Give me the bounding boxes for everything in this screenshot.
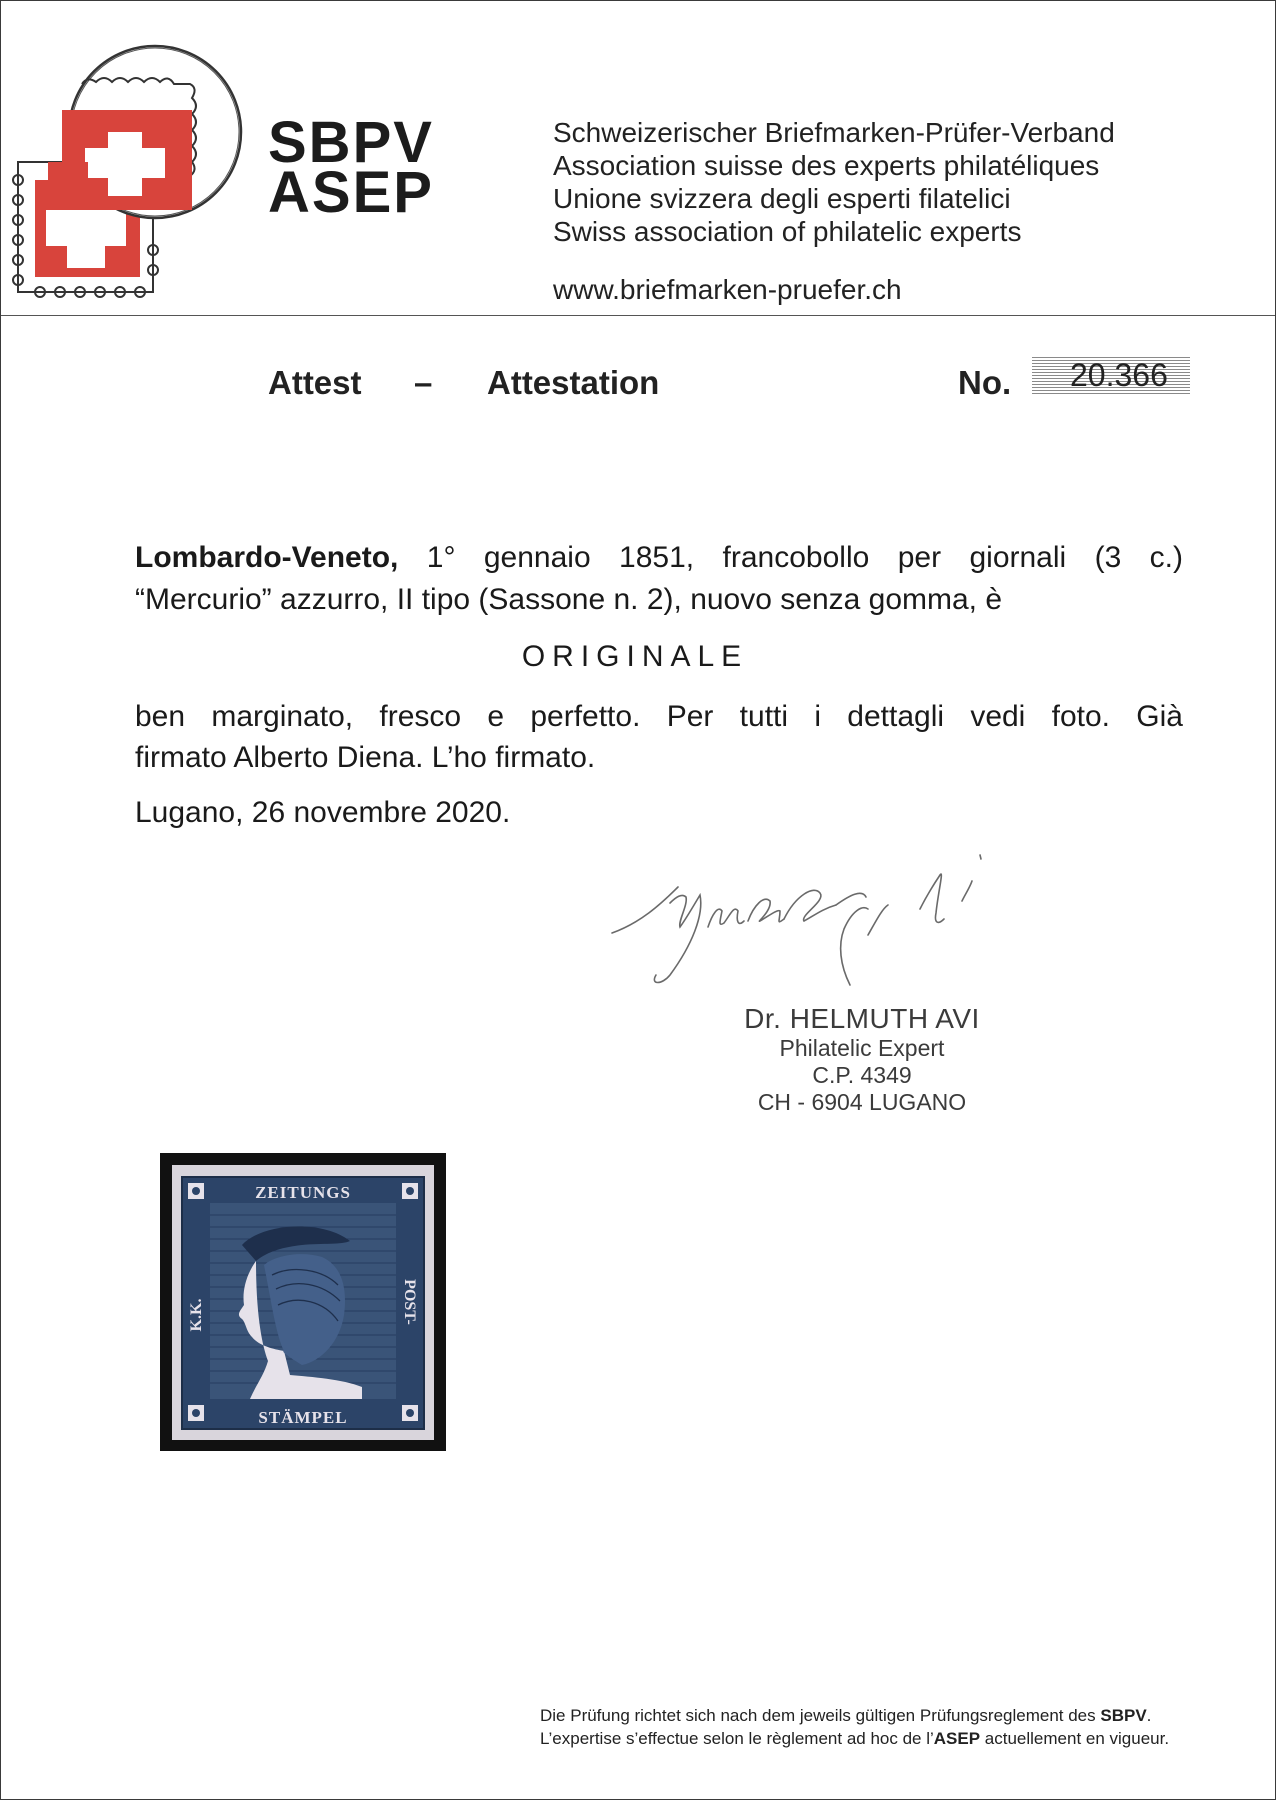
association-names — [553, 116, 1115, 248]
footer-line-1 — [540, 1704, 1169, 1727]
footer-line-1-text: Die Prüfung richtet sich nach dem jeweils gültigen Prüfungsreglement des — [540, 1706, 1101, 1725]
swiss-cross-stamp-icon — [10, 40, 260, 305]
footer-line-2-text: L’expertise s’effectue selon le règlement ad hoc de l’ — [540, 1729, 934, 1748]
association-name-en: Swiss association of philatelic experts — [553, 216, 1022, 247]
title-dash: – — [414, 364, 433, 401]
stamp-text-bottom: STÄMPEL — [258, 1408, 348, 1427]
country-name: Lombardo-Veneto, — [135, 541, 399, 574]
description-line-2: “Mercurio” azzurro, II tipo (Sassone n. 2), nuovo senza gomma, è — [135, 583, 1003, 616]
verdict: ORIGINALE — [521, 640, 749, 673]
description-line-3: ben marginato, fresco e perfetto. Per tutti i dettagli vedi foto. Già — [135, 700, 1183, 733]
stamp-text-left: K.K. — [188, 1298, 205, 1332]
website-link[interactable]: www.briefmarken-pruefer.ch — [553, 274, 902, 305]
stamp-text-top: ZEITUNGS — [255, 1183, 351, 1202]
description-line-4: firmato Alberto Diena. L’ho firmato. — [135, 741, 596, 774]
footer-asep: ASEP — [933, 1729, 981, 1748]
association-name-de: Schweizerischer Briefmarken-Prüfer-Verband — [553, 117, 1115, 148]
place-date: Lugano, 26 novembre 2020. — [135, 796, 511, 829]
description-line-1 — [135, 541, 1183, 575]
brand-logo-text — [268, 110, 434, 225]
title-attestation: Attestation — [487, 364, 660, 401]
description-line-1-rest: 1° gennaio 1851, francobollo per giornali (3 c.) — [426, 541, 1184, 574]
title-attest: Attest — [268, 364, 362, 401]
brand-sbpv: SBPV — [268, 110, 434, 175]
footer-sbpv: SBPV — [1100, 1706, 1147, 1725]
footer-line-1-end: . — [1146, 1706, 1152, 1725]
footer-line-2 — [540, 1727, 1169, 1750]
mercury-stamp-icon — [172, 1165, 434, 1440]
association-name-fr: Association suisse des experts philatéliques — [553, 150, 1100, 181]
expert-name: Dr. HELMUTH AVI — [744, 1003, 980, 1034]
expert-city: CH - 6904 LUGANO — [757, 1089, 967, 1115]
expert-po-box: C.P. 4349 — [812, 1062, 912, 1088]
stamp-photo — [160, 1153, 446, 1451]
stamp-paper — [172, 1165, 434, 1440]
brand-asep: ASEP — [268, 160, 434, 225]
expert-stamp — [612, 1003, 1112, 1116]
expert-title: Philatelic Expert — [779, 1035, 945, 1061]
handwritten-signature — [600, 835, 1080, 1005]
footer-line-2-end: actuellement en vigueur. — [980, 1729, 1170, 1748]
footer-note — [540, 1704, 1169, 1750]
stamp-text-right: POST- — [401, 1279, 418, 1325]
certificate-number-label: No. — [958, 364, 1012, 401]
certificate-number: 20.366 — [1070, 357, 1168, 393]
header-divider — [1, 315, 1275, 316]
association-name-it: Unione svizzera degli esperti filatelici — [553, 183, 1011, 214]
